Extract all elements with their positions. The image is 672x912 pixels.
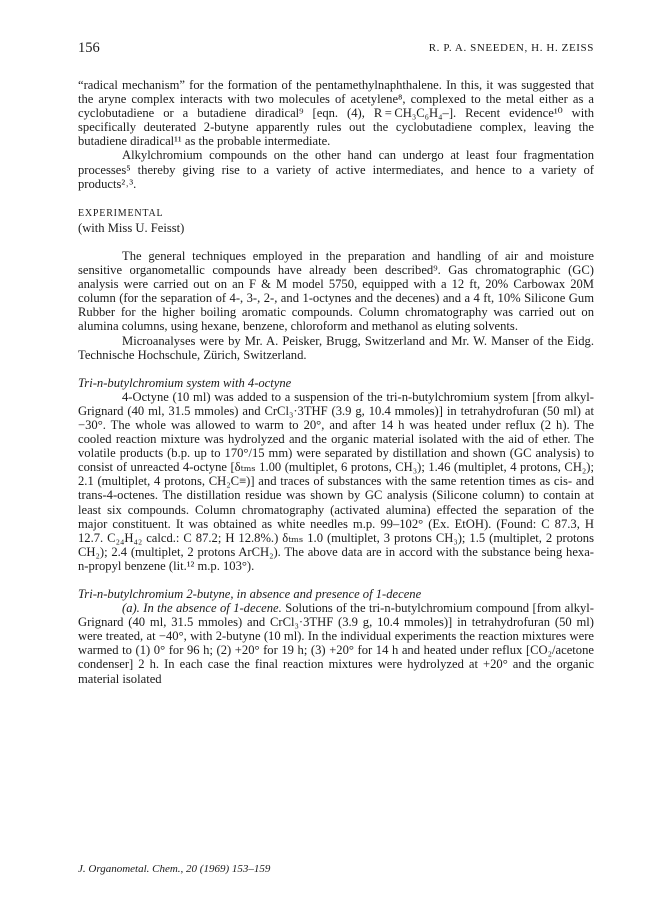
section-title-butyne: Tri-n-butylchromium 2-butyne, in absence and presence of 1-decene (78, 587, 422, 601)
experimental-heading: EXPERIMENTAL (78, 207, 164, 219)
section-text-butyne: Solutions of the tri-n-butylchromium compound [from alkyl-Grignard (40 ml, 31.5 mmoles) and CrCl₃·3THF (3.9 g, 10.4 mmoles)] in tetrahydrofuran (50 ml) were treated, at −40°, with 2-butyne (10 ml). In the individual experiments the reaction mixtures were warmed to (1) 0° for 96 h; (2) +20° for 19 h; (3) +20° for 14 h and heated under reflux [CO₂/acetone condenser] 2 h. In each case the final reaction mixtures were hydrolyzed at +20° and the organic material isolated (78, 601, 595, 686)
section-title-octyne: Tri-n-butylchromium system with 4-octyne (78, 375, 292, 390)
intro-paragraph-2: Alkylchromium compounds on the other hand can undergo at least four fragmentation processes⁵ thereby giving rise to a variety of active intermediates, and hence to a variety of products²˒³. (78, 148, 594, 191)
article-body (78, 78, 594, 686)
subsection-label: (a). In the absence of 1-decene. (122, 601, 282, 616)
experimental-paragraph-1: The general techniques employed in the preparation and handling of air and moisture sensitive organometallic compounds have already been described⁹. Gas chromatographic (GC) analysis were carried out on an F & M model 5750, equipped with a 12 ft, 20% Carbowax 20M column (for the separation of 4-, 3-, 2-, and 1-octynes and the decenes) and a 4 ft, 10% Silicone Gum Rubber for the higher boiling aromatic compounds. Column chromatography was carried out on alumina columns, using hexane, benzene, chloroform and methanol as eluting solvents. (78, 248, 594, 334)
intro-paragraph-1: “radical mechanism” for the formation of the pentamethylnaphthalene. In this, it was suggested that the aryne complex interacts with two molecules of acetylene⁸, complexed to the metal either as a cyclobutadiene or a butadiene diradical⁹ [eqn. (4), R = CH₃C₆H₄–]. Recent evidence¹⁰ with specifically deuterated 2-butyne apparently rules out the cyclobutadiene complex, leaving the butadiene diradical¹¹ as the probable intermediate. (78, 78, 594, 149)
journal-citation: J. Organometal. Chem., 20 (1969) 153–159 (78, 863, 271, 875)
experimental-note: (with Miss U. Feisst) (78, 220, 185, 235)
section-paragraph-butyne (78, 601, 594, 686)
page-header (78, 40, 594, 58)
experimental-paragraph-2: Microanalyses were by Mr. A. Peisker, Brugg, Switzerland and Mr. W. Manser of the Eidg. Technische Hochschule, Zürich, Switzerland. (78, 333, 594, 362)
page-number: 156 (78, 40, 100, 56)
section-text-octyne: 4-Octyne (10 ml) was added to a suspension of the tri-n-butylchromium system [from alkyl-Grignard (40 ml, 31.5 mmoles) and CrCl₃·3THF (3.9 g, 10.4 mmoles)] in tetrahydrofuran (50 ml) at −30°. The whole was allowed to warm to 20°, and after 14 h was heated under reflux (2 h). The cooled reaction mixture was hydrolyzed and the organic material isolated with the aid of ether. The volatile products (b.p. up to 170°/15 mm) were separated by distillation and shown (GC analysis) to consist of unreacted 4-octyne [δₜₘₛ 1.00 (multiplet, 6 protons, CH₃); 1.46 (multiplet, 4 protons, CH₂); 2.1 (multiplet, 4 protons, CH₂C≡)] and traces of substances with the same retention times as cis- and trans-4-octenes. The distillation residue was shown by GC analysis (Silicone column) to contain at least six compounds. Column chromatography (activated alumina) effected the separation of the major constituent. It was obtained as white needles m.p. 99–102° (Ex. EtOH). (Found: C 87.3, H 12.7. C₂₄H₄₂ calcd.: C 87.2; H 12.8%.) δₜₘₛ 1.0 (multiplet, 3 protons CH₃); 1.5 (multiplet, 2 protons CH₂); 2.4 (multiplet, 2 protons ArCH₂). The above data are in accord with the substance being hexa-n-propyl benzene (lit.¹² m.p. 103°). (78, 389, 594, 573)
running-head: R. P. A. SNEEDEN, H. H. ZEISS (428, 42, 594, 54)
